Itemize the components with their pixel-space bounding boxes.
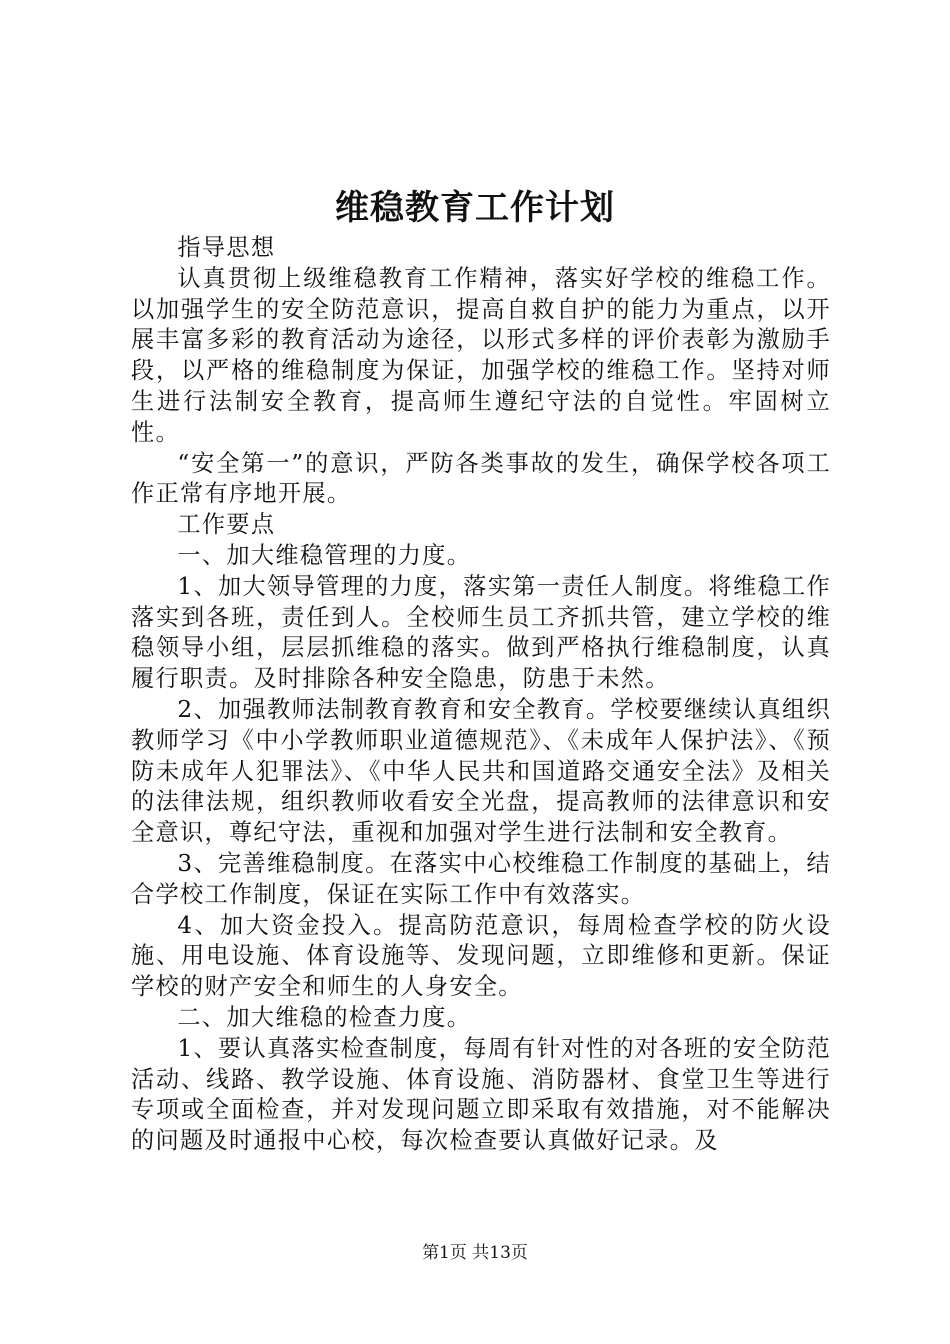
paragraph: 1、要认真落实检查制度，每周有针对性的对各班的安全防范活动、线路、教学设施、体育设施、消防器材、食堂卫生等进行专项或全面检查，并对发现问题立即采取有效措施，对不能解决的问题及时通报中心校，每次检查要认真做好记录。及 bbox=[131, 1034, 831, 1155]
paragraph: 3、完善维稳制度。在落实中心校维稳工作制度的基础上，结合学校工作制度，保证在实际工作中有效落实。 bbox=[131, 849, 831, 908]
document-title: 维稳教育工作计划 bbox=[335, 188, 615, 228]
document-body bbox=[131, 233, 831, 1157]
paragraph: 认真贯彻上级维稳教育工作精神，落实好学校的维稳工作。以加强学生的安全防范意识，提高自救自护的能力为重点，以开展丰富多彩的教育活动为途径，以形式多样的评价表彰为激励手段，以严格的维稳制度为保证，加强学校的维稳工作。坚持对师生进行法制安全教育，提高师生遵纪守法的自觉性。牢固树立性。 bbox=[131, 264, 831, 446]
paragraph: “安全第一”的意识，严防各类事故的发生，确保学校各项工作正常有序地开展。 bbox=[131, 449, 831, 508]
paragraph: 2、加强教师法制教育教育和安全教育。学校要继续认真组织教师学习《中小学教师职业道德规范》、《未成年人保护法》、《预防未成年人犯罪法》、《中华人民共和国道路交通安全法》及相关的法律法规，组织教师收看安全光盘，提高教师的法律意识和安全意识，尊纪守法，重视和加强对学生进行法制和安全教育。 bbox=[131, 695, 831, 847]
paragraph-heading-work-points: 工作要点 bbox=[177, 511, 276, 539]
paragraph-section-one: 一、加大维稳管理的力度。 bbox=[177, 541, 472, 569]
page-number-footer: 第1页 共13页 bbox=[422, 1243, 528, 1263]
paragraph: 4、加大资金投入。提高防范意识，每周检查学校的防火设施、用电设施、体育设施等、发现问题，立即维修和更新。保证学校的财产安全和师生的人身安全。 bbox=[131, 911, 831, 1001]
paragraph: 1、加大领导管理的力度，落实第一责任人制度。将维稳工作落实到各班，责任到人。全校师生员工齐抓共管，建立学校的维稳领导小组，层层抓维稳的落实。做到严格执行维稳制度，认真履行职责。及时排除各种安全隐患，防患于未然。 bbox=[131, 572, 831, 693]
paragraph-heading-guiding-thought: 指导思想 bbox=[177, 234, 276, 261]
paragraph-section-two: 二、加大维稳的检查力度。 bbox=[177, 1003, 472, 1031]
